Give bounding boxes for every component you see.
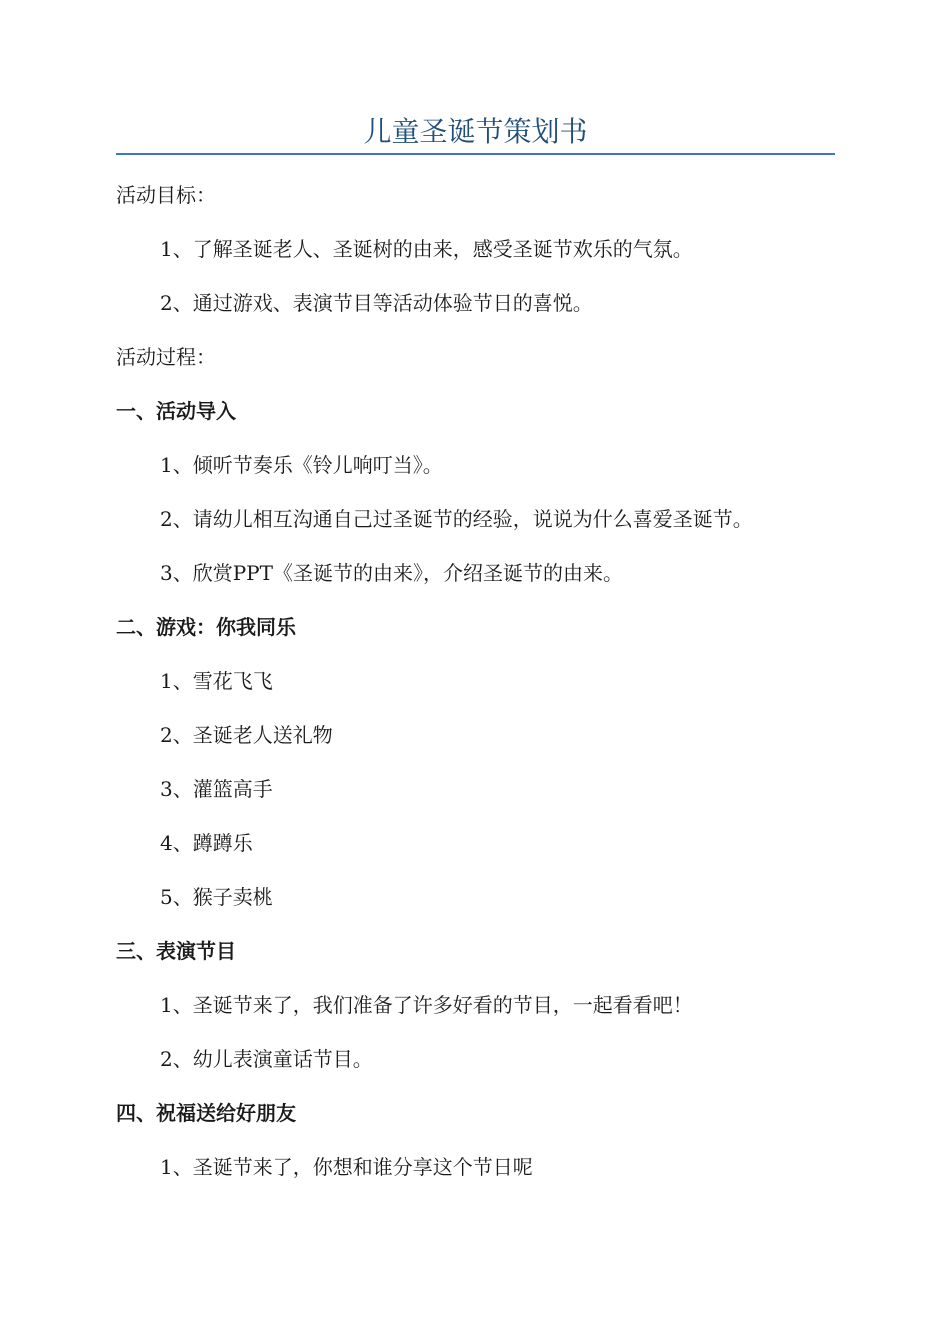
section-item: 2、请幼儿相互沟通自己过圣诞节的经验，说说为什么喜爱圣诞节。 xyxy=(160,507,753,531)
section-item: 4、蹲蹲乐 xyxy=(160,831,253,855)
section-item: 1、倾听节奏乐《铃儿响叮当》。 xyxy=(160,453,443,477)
section-item: 1、圣诞节来了，你想和谁分享这个节日呢 xyxy=(160,1155,533,1179)
section-item: 2、幼儿表演童话节目。 xyxy=(160,1047,373,1071)
document-title: 儿童圣诞节策划书 xyxy=(363,115,588,148)
section-heading: 四、祝福送给好朋友 xyxy=(116,1101,296,1125)
section-item: 3、欣赏PPT《圣诞节的由来》，介绍圣诞节的由来。 xyxy=(160,561,623,585)
section-item: 1、圣诞节来了，我们准备了许多好看的节目，一起看看吧！ xyxy=(160,993,693,1017)
process-label: 活动过程： xyxy=(116,345,216,369)
section-item: 5、猴子卖桃 xyxy=(160,885,273,909)
goal-item: 2、通过游戏、表演节目等活动体验节日的喜悦。 xyxy=(160,291,593,315)
goals-label: 活动目标： xyxy=(116,183,216,207)
section-item: 2、圣诞老人送礼物 xyxy=(160,723,333,747)
goal-item: 1、了解圣诞老人、圣诞树的由来，感受圣诞节欢乐的气氛。 xyxy=(160,237,693,261)
section-heading: 三、表演节目 xyxy=(116,939,236,963)
section-item: 1、雪花飞飞 xyxy=(160,669,273,693)
section-heading: 一、活动导入 xyxy=(116,399,236,423)
section-item: 3、灌篮高手 xyxy=(160,777,273,801)
title-underline xyxy=(116,153,835,155)
section-heading: 二、游戏：你我同乐 xyxy=(116,615,296,639)
